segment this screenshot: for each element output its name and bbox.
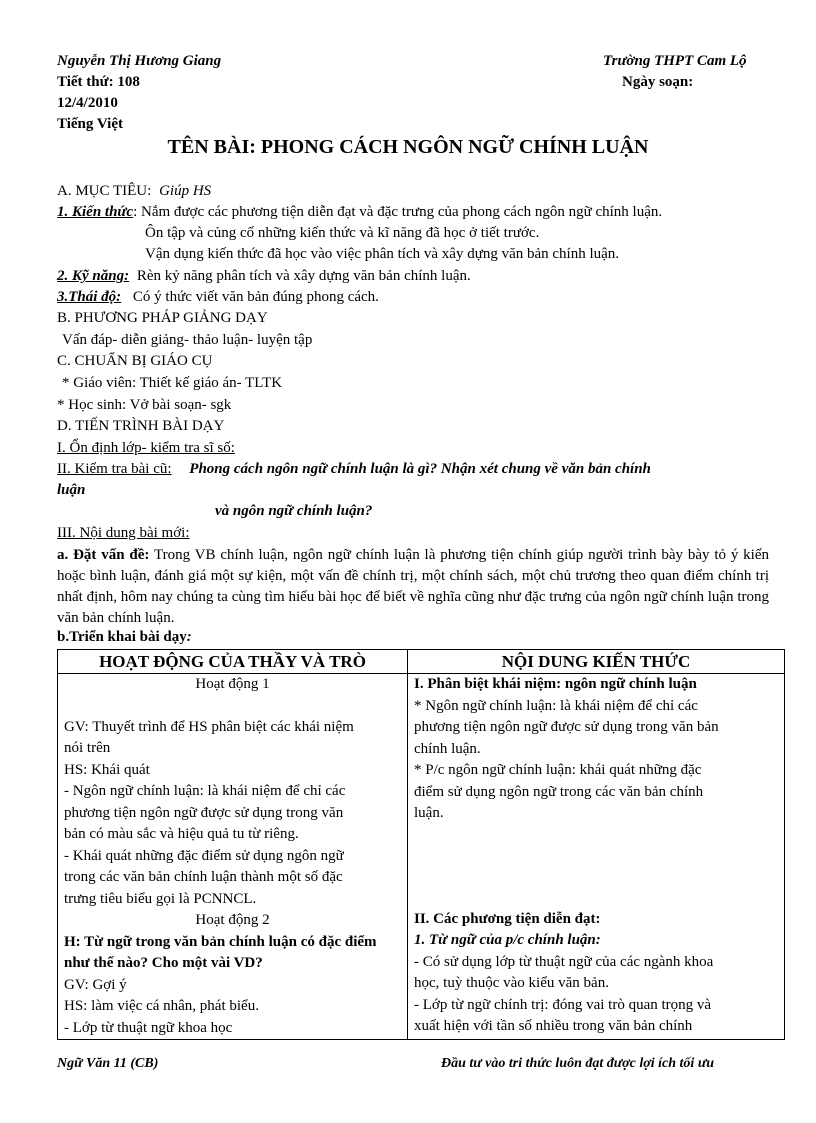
knowledge-line-3: Vận dụng kiến thức đã học vào việc phân tích và xây dựng văn bản chính luận. bbox=[145, 246, 620, 262]
prep-date-label: Ngày soạn: bbox=[622, 74, 694, 90]
section-2-line: xuất hiện với tần số nhiều trong văn bản chính bbox=[414, 1018, 693, 1034]
section-1-line: luận. bbox=[414, 805, 444, 821]
activity-1-line: nói trên bbox=[64, 740, 111, 756]
knowledge-line-2: Ôn tập và củng cố những kiến thức và kĩ năng đã học ở tiết trước. bbox=[145, 225, 540, 241]
subject: Tiếng Việt bbox=[57, 116, 123, 132]
method-text: Vấn đáp- diễn giảng- thảo luận- luyện tập bbox=[62, 332, 313, 348]
section-1-line: * P/c ngôn ngữ chính luận: khái quát những đặc bbox=[414, 762, 702, 778]
objectives-heading-row bbox=[57, 183, 211, 200]
activity-2-line: - Lớp từ thuật ngữ khoa học bbox=[64, 1019, 233, 1036]
activity-1-line: bản có màu sắc và hiệu quả tu từ riêng. bbox=[64, 826, 299, 842]
section-1-line: chính luận. bbox=[414, 740, 481, 757]
step-2-row bbox=[57, 461, 651, 478]
lesson-date: 12/4/2010 bbox=[57, 95, 118, 111]
school-name: Trường THPT Cam Lộ bbox=[603, 53, 747, 69]
intro-text: Trong VB chính luận, ngôn ngữ chính luận là phương tiện chính giúp người trình bày bày tỏ ý kiến hoặc bình luận, đánh giá một sự kiện, một vấn đề chính trị, một chính sách, một chủ trương theo quan điểm chính trị nhất định, hôm nay chúng ta cùng tìm hiểu bài học để biết về nghĩa cũng như đặc trưng của ngôn ngữ chính luận trong văn bản chính luận. bbox=[57, 547, 769, 626]
step-3: III. Nội dung bài mới: bbox=[57, 525, 190, 541]
section-1-line: phương tiện ngôn ngữ được sử dụng trong văn bản bbox=[414, 719, 719, 735]
content-cell bbox=[408, 674, 785, 1040]
header-activities: HOẠT ĐỘNG CỦA THẦY VÀ TRÒ bbox=[58, 650, 408, 674]
table-header-row bbox=[58, 650, 785, 674]
preparation-heading: C. CHUẨN BỊ GIÁO CỤ bbox=[57, 353, 213, 369]
intro-paragraph bbox=[57, 545, 769, 629]
activity-2-question: H: Từ ngữ trong văn bản chính luận có đặc điểm như thế nào? Cho một vài VD? bbox=[64, 933, 377, 971]
activity-2-title: Hoạt động 2 bbox=[195, 912, 270, 928]
teacher-prep: * Giáo viên: Thiết kế giáo án- TLTK bbox=[62, 375, 283, 391]
step-2-question-a: Phong cách ngôn ngữ chính luận là gì? Nhận xét chung về văn bản chính bbox=[189, 461, 651, 477]
activity-1-line: trưng tiêu biểu gọi là PCNNCL. bbox=[64, 890, 257, 907]
section-2-line: - Có sử dụng lớp từ thuật ngữ của các ngành khoa bbox=[414, 953, 714, 970]
activity-1-line: HS: Khái quát bbox=[64, 761, 150, 778]
page-title: TÊN BÀI: PHONG CÁCH NGÔN NGỮ CHÍNH LUẬN bbox=[167, 136, 649, 158]
section-1-title: I. Phân biệt khái niệm: ngôn ngữ chính luận bbox=[414, 676, 697, 692]
activity-1-line: - Ngôn ngữ chính luận: là khái niệm để chỉ các bbox=[64, 783, 346, 799]
method-heading: B. PHƯƠNG PHÁP GIẢNG DẠY bbox=[57, 310, 268, 326]
step-1: I. Ổn định lớp- kiểm tra sĩ số: bbox=[57, 440, 235, 456]
section-2-line: học, tuỳ thuộc vào kiểu văn bản. bbox=[414, 975, 609, 991]
footer-right: Đầu tư vào tri thức luôn đạt được lợi ích tối ưu bbox=[441, 1056, 714, 1071]
objectives-note: Giúp HS bbox=[159, 183, 212, 199]
objectives-heading: A. MỤC TIÊU: bbox=[57, 183, 152, 199]
step-2-question-c: và ngôn ngữ chính luận? bbox=[215, 503, 373, 519]
deploy-heading bbox=[57, 629, 192, 646]
table-body-row bbox=[58, 674, 785, 1040]
activities-cell bbox=[58, 674, 408, 1040]
step-2-question-b: luận bbox=[57, 482, 86, 498]
skills-row bbox=[57, 268, 471, 285]
activity-1-title: Hoạt động 1 bbox=[195, 676, 270, 692]
knowledge-label: 1. Kiến thức bbox=[57, 204, 134, 220]
attitude-row bbox=[57, 289, 379, 306]
process-heading: D. TIẾN TRÌNH BÀI DẠY bbox=[57, 418, 225, 434]
activity-2-line: GV: Gợi ý bbox=[64, 976, 127, 993]
author-name: Nguyễn Thị Hương Giang bbox=[57, 53, 222, 69]
attitude-label: 3.Thái độ: bbox=[57, 289, 122, 305]
deploy-label: b.Triển khai bài dạy bbox=[57, 629, 187, 645]
lesson-number: Tiết thứ: 108 bbox=[57, 74, 140, 90]
section-2-title: II. Các phương tiện diễn đạt: bbox=[414, 910, 601, 927]
student-prep: * Học sinh: Vở bài soạn- sgk bbox=[57, 397, 232, 413]
skills-text: Rèn kỷ năng phân tích và xây dựng văn bản chính luận. bbox=[136, 268, 471, 284]
intro-label: a. Đặt vấn đề: bbox=[57, 547, 150, 563]
activity-2-line: HS: làm việc cá nhân, phát biểu. bbox=[64, 998, 259, 1014]
section-2-subtitle: 1. Từ ngữ của p/c chính luận: bbox=[414, 932, 601, 948]
footer-left: Ngữ Văn 11 (CB) bbox=[57, 1056, 159, 1071]
activity-1-line: - Khái quát những đặc điểm sử dụng ngôn ngữ bbox=[64, 847, 344, 864]
section-1-line: * Ngôn ngữ chính luận: là khái niệm để chỉ các bbox=[414, 697, 698, 714]
section-1-line: điểm sử dụng ngôn ngữ trong các văn bản chính bbox=[414, 783, 704, 800]
section-2-line: - Lớp từ ngữ chính trị: đóng vai trò quan trọng và bbox=[414, 996, 712, 1013]
deploy-colon: : bbox=[186, 629, 192, 645]
knowledge-row bbox=[57, 204, 662, 221]
activity-1-line: phương tiện ngôn ngữ được sử dụng trong văn bbox=[64, 804, 344, 821]
knowledge-line-1: : Nắm được các phương tiện diễn đạt và đặc trưng của phong cách ngôn ngữ chính luận. bbox=[133, 204, 663, 220]
step-2-label: II. Kiểm tra bài cũ: bbox=[57, 461, 172, 477]
lesson-table bbox=[57, 649, 785, 1040]
attitude-text: Có ý thức viết văn bản đúng phong cách. bbox=[132, 289, 379, 305]
skills-label: 2. Kỹ năng: bbox=[57, 268, 130, 284]
activity-1-line: trong các văn bản chính luận thành một số đặc bbox=[64, 869, 343, 885]
header-content: NỘI DUNG KIẾN THỨC bbox=[408, 650, 785, 674]
activity-1-line: GV: Thuyết trình để HS phân biệt các khái niệm bbox=[64, 718, 354, 735]
